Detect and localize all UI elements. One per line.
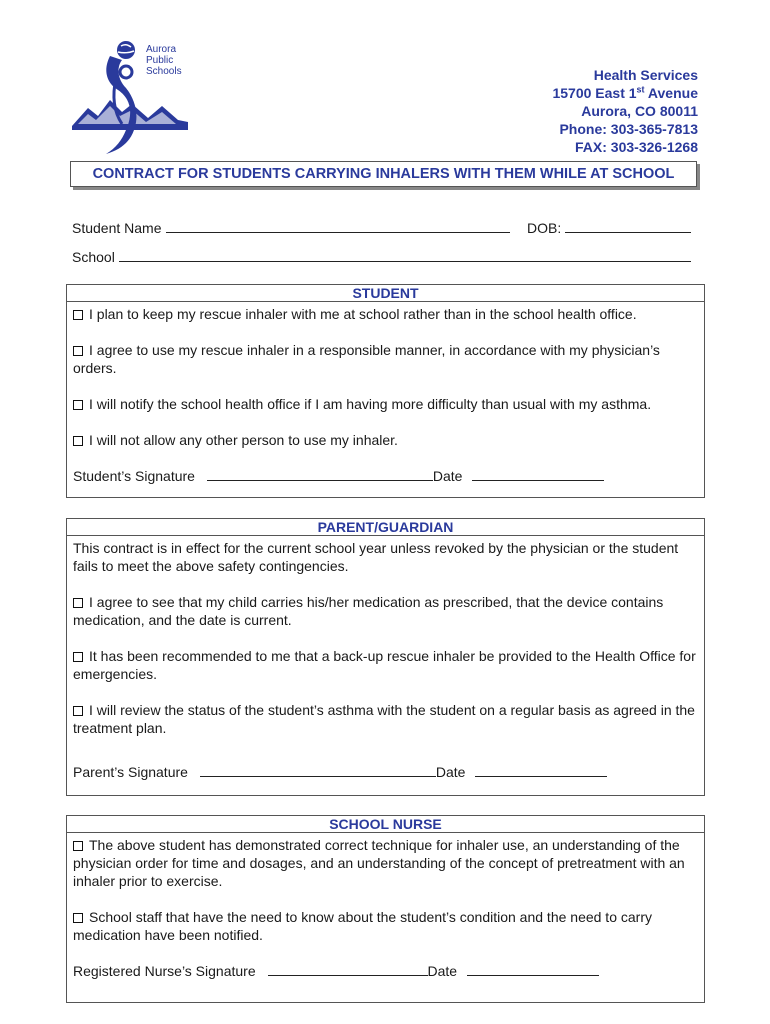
logo-line: Aurora (146, 44, 177, 55)
street-number: 15700 East 1 (552, 85, 637, 101)
checkbox[interactable] (73, 436, 83, 446)
checkbox[interactable] (73, 310, 83, 320)
dob-field[interactable] (527, 220, 691, 236)
parent-signature-row (73, 763, 696, 781)
student-item-4 (73, 431, 696, 449)
parent-item-3 (73, 701, 696, 737)
checkbox[interactable] (73, 346, 83, 356)
item-text: I will notify the school health office if I am having more difficulty than usual with my asthma. (89, 396, 652, 412)
school-field[interactable] (72, 249, 691, 265)
nurse-item-2 (73, 908, 696, 944)
parent-item-1 (73, 593, 696, 629)
item-text: I agree to see that my child carries his/her medication as prescribed, that the device contains medication, and the date is current. (73, 594, 664, 628)
street-address (552, 84, 698, 102)
parent-signature-line[interactable] (200, 765, 436, 777)
student-section (66, 284, 705, 498)
phone-number: Phone: 303-365-7813 (559, 121, 698, 137)
street-ordinal: st (636, 84, 645, 95)
student-name-field[interactable] (72, 220, 510, 236)
logo-wordmark (146, 44, 182, 77)
nurse-signature-line[interactable] (268, 964, 428, 976)
fax-number: FAX: 303-326-1268 (575, 139, 698, 155)
dob-line[interactable] (565, 221, 691, 233)
checkbox[interactable] (73, 913, 83, 923)
student-name-line[interactable] (166, 221, 510, 233)
parent-signature-label: Parent’s Signature (73, 764, 188, 780)
parent-intro: This contract is in effect for the current school year unless revoked by the physician or the student fails to meet the above safety contingencies. (73, 540, 679, 574)
school-label: School (72, 249, 115, 265)
city-line: Aurora, CO 80011 (581, 103, 698, 119)
street-name: Avenue (644, 85, 698, 101)
checkbox[interactable] (73, 652, 83, 662)
checkbox[interactable] (73, 841, 83, 851)
checkbox[interactable] (73, 400, 83, 410)
parent-heading: PARENT/GUARDIAN (67, 519, 704, 536)
student-name-label: Student Name (72, 220, 162, 236)
parent-date-line[interactable] (475, 765, 607, 777)
student-date-label: Date (432, 468, 463, 484)
nurse-date-label: Date (427, 963, 458, 979)
parent-section (66, 518, 705, 796)
item-text: The above student has demonstrated correct technique for inhaler use, an understanding of the physician order for time and dosages, and an understanding of the concept of pretreatment with an inhaler prior to exercise. (73, 837, 685, 889)
student-date-line[interactable] (472, 469, 604, 481)
address-block (552, 66, 698, 156)
checkbox[interactable] (73, 598, 83, 608)
item-text: I will not allow any other person to use my inhaler. (89, 432, 398, 448)
school-line[interactable] (119, 250, 691, 262)
student-item-3 (73, 395, 696, 413)
student-signature-line[interactable] (207, 469, 433, 481)
document-title: CONTRACT FOR STUDENTS CARRYING INHALERS WITH THEM WHILE AT SCHOOL (70, 161, 697, 187)
student-item-2 (73, 341, 696, 377)
dob-label: DOB: (527, 220, 562, 236)
nurse-section (66, 815, 705, 1003)
student-item-1 (73, 305, 696, 323)
parent-date-label: Date (435, 764, 466, 780)
item-text: It has been recommended to me that a back-up rescue inhaler be provided to the Health Office for emergencies. (73, 648, 696, 682)
item-text: I agree to use my rescue inhaler in a responsible manner, in accordance with my physician’s orders. (73, 342, 660, 376)
student-heading: STUDENT (67, 285, 704, 302)
nurse-heading: SCHOOL NURSE (67, 816, 704, 833)
nurse-item-1 (73, 836, 696, 890)
logo-line: Schools (146, 66, 182, 77)
logo-line: Public (146, 55, 174, 66)
student-signature-label: Student’s Signature (73, 468, 195, 484)
checkbox[interactable] (73, 706, 83, 716)
item-text: School staff that have the need to know about the student’s condition and the need to carry medication have been notified. (73, 909, 652, 943)
nurse-date-line[interactable] (467, 964, 599, 976)
nurse-signature-label: Registered Nurse’s Signature (73, 963, 256, 979)
nurse-signature-row (73, 962, 696, 980)
parent-item-2 (73, 647, 696, 683)
department-name: Health Services (593, 67, 698, 83)
item-text: I plan to keep my rescue inhaler with me at school rather than in the school health office. (89, 306, 637, 322)
student-signature-row (73, 467, 696, 485)
item-text: I will review the status of the student’s asthma with the student on a regular basis as agreed in the treatment plan. (73, 702, 695, 736)
